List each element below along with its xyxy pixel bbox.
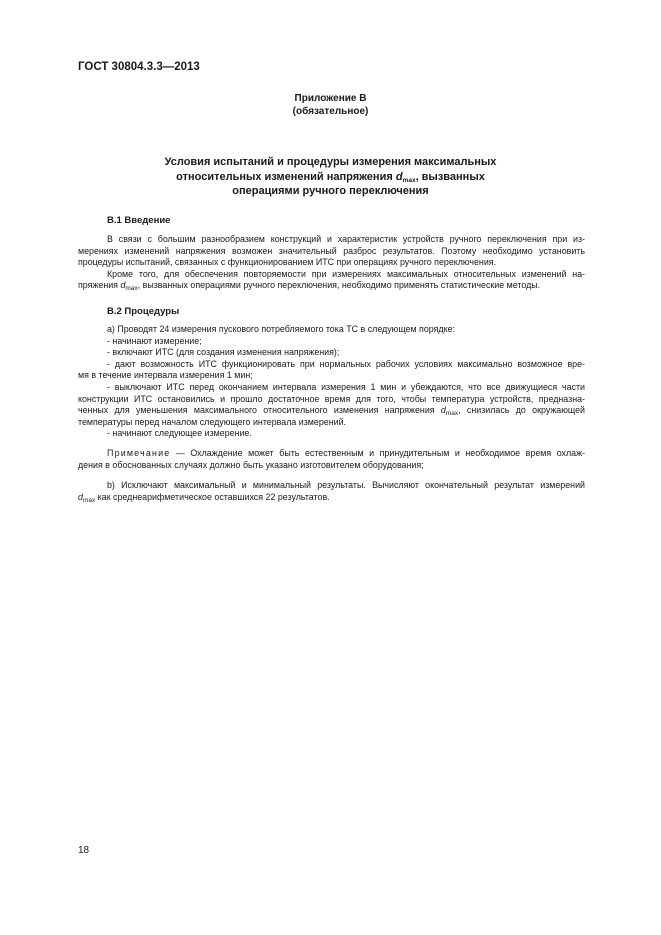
section-1-body	[78, 234, 585, 292]
list-intro: а) Проводят 24 измерения пускового потребляемого тока ТС в следующем порядке:	[107, 324, 455, 334]
item-b-block	[78, 480, 585, 503]
paragraph-line: Кроме того, для обеспечения повторяемости при измерениях максимальных относительных изменений на-	[107, 268, 585, 279]
list-item-cont: температуры перед началом следующего интервала измерений.	[78, 416, 347, 427]
section-2-body	[78, 324, 585, 440]
section-1-heading: В.1 Введение	[107, 215, 171, 226]
page-number: 18	[78, 845, 90, 856]
standard-header: ГОСТ 30804.3.3—2013	[78, 61, 200, 73]
annex-status: (обязательное)	[292, 106, 369, 117]
list-item-cont: мя в течение интервала измерения 1 мин;	[78, 370, 253, 381]
section-2-heading: В.2 Процедуры	[107, 306, 180, 317]
paragraph-line: В связи с большим разнообразием конструкций и характеристик устройств ручного переключения при из-	[107, 234, 585, 244]
list-item: - дают возможность ИТС функционировать при нормальных рабочих условиях максимально возможное вре-	[107, 358, 585, 369]
note-line: Примечание — Охлаждение может быть естественным и принудительным и необходимое время охлаж-	[107, 448, 585, 458]
list-item-cont: ченных для уменьшения максимального относительного изменения напряжения $d_{max}$, снизилась до окружающей	[78, 405, 585, 418]
list-item: - начинают следующее измерение.	[107, 428, 252, 439]
list-item: - начинают измерение;	[107, 335, 202, 346]
annex-title: Приложение В	[294, 93, 367, 104]
document-title	[0, 155, 661, 199]
note-block	[78, 448, 585, 471]
note-line: дения в обоснованных случаях должно быть указано изготовителем оборудования;	[78, 459, 424, 470]
annex-heading	[0, 92, 661, 118]
list-item-cont: конструкции ИТС остановились и прошло достаточное время для того, чтобы температура устройств, предназна-	[78, 393, 585, 404]
title-line-1: Условия испытаний и процедуры измерения максимальных	[164, 156, 497, 168]
list-item: - выключают ИТС перед окончанием интервала измерения 1 мин и убеждаются, что все движущиеся части	[107, 381, 585, 392]
paragraph-line: процедуры испытаний, связанных с функционированием ИТС при операциях ручного переключения.	[78, 257, 497, 268]
title-line-3: операциями ручного переключения	[232, 185, 429, 197]
item-b-line: b) Исключают максимальный и минимальный результаты. Вычисляют окончательный результат измерений	[107, 480, 585, 490]
paragraph-line: пряжения $d_{max}$, вызванных операциями ручного переключения, необходимо применять статистические методы.	[78, 280, 541, 293]
list-item: - включают ИТС (для создания изменения напряжения);	[107, 347, 340, 358]
note-label: Примечание	[107, 448, 171, 458]
item-b-line: $d_{max}$ как среднеарифметическое оставшихся 22 результатов.	[78, 491, 330, 504]
paragraph-line: мерениях изменений напряжения возможен значительный разброс результатов. Поэтому необходимо установить	[78, 245, 585, 256]
title-line-2: относительных изменений напряжения $d_{max}$, вызванных	[176, 170, 485, 184]
